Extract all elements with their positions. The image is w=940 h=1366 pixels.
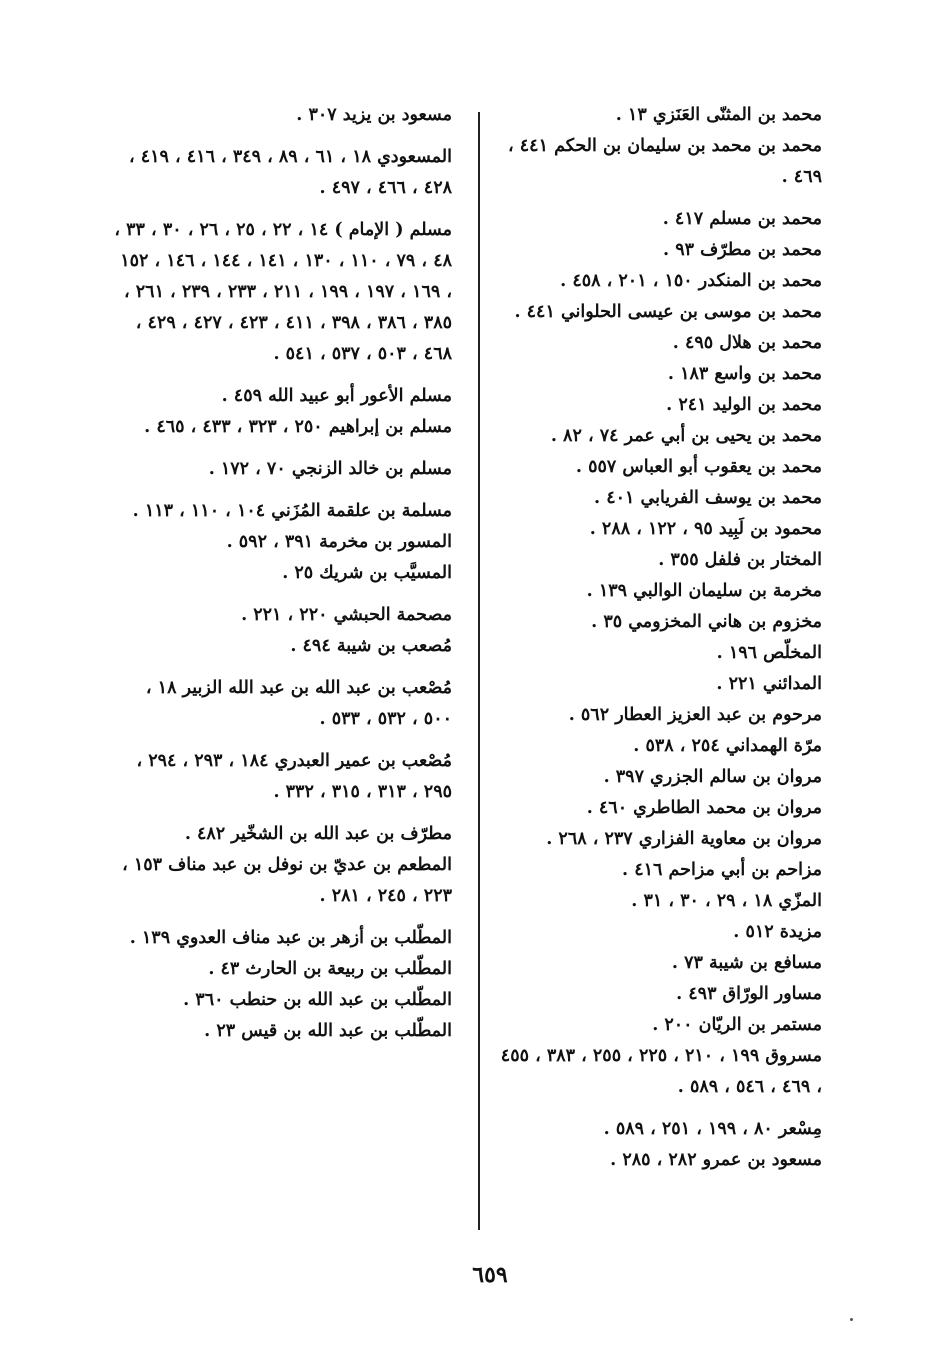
index-entry: مسلم بن إبراهيم ٢٥٠ ، ٣٢٣ ، ٤٣٣ ، ٤٦٥ .: [144, 417, 452, 437]
index-entry: مساور الورّاق ٤٩٣ .: [676, 984, 822, 1004]
index-entry: مُصعب بن شيبة ٤٩٤ .: [290, 636, 452, 656]
index-entry: مزاحم بن أبي مزاحم ٤١٦ .: [622, 860, 822, 880]
index-entry: محمد بن محمد بن سليمان بن الحكم ٤٤١ ، ٤٦٩ .: [508, 136, 822, 187]
index-entry: مرحوم بن عبد العزيز العطار ٥٦٢ .: [568, 705, 822, 725]
index-entry: محمد بن المنكدر ١٥٠ ، ٢٠١ ، ٤٥٨ .: [560, 271, 822, 291]
index-entry: محمد بن هلال ٤٩٥ .: [672, 333, 822, 353]
index-entry: مسلم بن خالد الزنجي ٧٠ ، ١٧٢ .: [208, 459, 452, 479]
index-entry: محمد بن يوسف الفريابي ٤٠١ .: [594, 488, 822, 508]
index-entry: المدائني ٢٢١ .: [716, 674, 822, 694]
column-separator: [478, 112, 480, 1230]
index-entry: مسلم ( الإمام ) ١٤ ، ٢٢ ، ٢٥ ، ٢٦ ، ٣٠ ، ٣٣ ، ٤٨ ، ٧٩ ، ١١٠ ، ١٣٠ ، ١٤١ ، ١٤٤ ، ١٤٦ ، ١٥٢ ، ١٦٩ ، ١٩٧ ، ١٩٩ ، ٢١١ ، ٢٣٣ ، ٢٣٩ ، ٢٦١ ، ٣٨٥ ، ٣٨٦ ، ٣٩٨ ، ٤١١ ، ٤٢٣ ، ٤٢٧ ، ٤٢٩ ، ٤٦٨ ، ٥٠٣ ، ٥٣٧ ، ٥٤١ .: [114, 220, 452, 364]
index-entry: مروان بن سالم الجزري ٣٩٧ .: [603, 767, 822, 787]
index-entry: محمد بن مسلم ٤١٧ .: [662, 209, 822, 229]
index-entry: مسعود بن عمرو ٢٨٢ ، ٢٨٥ .: [610, 1150, 822, 1170]
index-entry: مخزوم بن هاني المخزومي ٣٥ .: [591, 612, 822, 632]
index-entry: مُصْعب بن عمير العبدري ١٨٤ ، ٢٩٣ ، ٢٩٤ ، ٢٩٥ ، ٣١٣ ، ٣١٥ ، ٣٣٢ .: [136, 751, 452, 802]
index-entry: المختار بن فلفل ٣٥٥ .: [658, 550, 822, 570]
index-entry: مزيدة ٥١٢ .: [733, 922, 822, 942]
index-entry: مروان بن معاوية الفزاري ٢٣٧ ، ٢٦٨ .: [546, 829, 822, 849]
index-entry: محمد بن واسع ١٨٣ .: [667, 364, 822, 384]
index-entry: مسافع بن شيبة ٧٣ .: [671, 953, 822, 973]
index-entry: مصحمة الحبشي ٢٢٠ ، ٢٢١ .: [241, 605, 452, 625]
index-entry: محمد بن مطرّف ٩٣ .: [663, 240, 822, 260]
page-number: ٦٥٩: [472, 1262, 508, 1288]
index-entry: المطّلب بن ربيعة بن الحارث ٤٣ .: [208, 959, 452, 979]
index-entry: المطعم بن عديّ بن نوفل بن عبد مناف ١٥٣ ، ٢٢٣ ، ٢٤٥ ، ٢٨١ .: [122, 855, 452, 906]
index-entry: مسلم الأعور أبو عبيد الله ٤٥٩ .: [221, 386, 452, 406]
index-entry: مخرمة بن سليمان الوالبي ١٣٩ .: [586, 581, 822, 601]
index-entry: المطّلب بن عبد الله بن حنطب ٣٦٠ .: [183, 990, 452, 1010]
index-entry: محمد بن يعقوب أبو العباس ٥٥٧ .: [575, 457, 822, 477]
index-entry: مسلمة بن علقمة المُزَني ١٠٤ ، ١١٠ ، ١١٣ .: [132, 501, 452, 521]
index-entry: مسروق ١٩٩ ، ٢١٠ ، ٢٢٥ ، ٢٥٥ ، ٣٨٣ ، ٤٥٥ ، ٤٦٩ ، ٥٤٦ ، ٥٨٩ .: [500, 1046, 822, 1097]
index-entry: محمد بن يحيى بن أبي عمر ٧٤ ، ٨٢ .: [550, 426, 822, 446]
index-entry: مطرّف بن عبد الله بن الشخّير ٤٨٢ .: [184, 824, 452, 844]
scan-speck: [850, 1318, 853, 1321]
index-entry: المسعودي ١٨ ، ٦١ ، ٨٩ ، ٣٤٩ ، ٤١٦ ، ٤١٩ ، ٤٢٨ ، ٤٦٦ ، ٤٩٧ .: [128, 147, 452, 198]
index-entry: مُصْعب بن عبد الله بن عبد الله الزبير ١٨ ، ٥٠٠ ، ٥٣٢ ، ٥٣٣ .: [145, 678, 452, 729]
index-entry: مِسْعر ٨٠ ، ١٩٩ ، ٢٥١ ، ٥٨٩ .: [603, 1119, 822, 1139]
index-entry: محمود بن لَبِيد ٩٥ ، ١٢٢ ، ٢٨٨ .: [589, 519, 822, 539]
index-column-right: [492, 100, 822, 1176]
index-column-left: [112, 100, 452, 1047]
index-entry: المخلّص ١٩٦ .: [716, 643, 822, 663]
index-entry: المزّي ١٨ ، ٢٩ ، ٣٠ ، ٣١ .: [631, 891, 822, 911]
index-entry: المسيَّب بن شريك ٢٥ .: [282, 563, 452, 583]
index-entry: المطّلب بن أزهر بن عبد مناف العدوي ١٣٩ .: [129, 928, 452, 948]
index-entry: المسور بن مخرمة ٣٩١ ، ٥٩٢ .: [226, 532, 452, 552]
index-entry: محمد بن المثنّى العَنَزي ١٣ .: [615, 105, 822, 125]
index-entry: محمد بن موسى بن عيسى الحلواني ٤٤١ .: [514, 302, 822, 322]
index-entry: مسعود بن يزيد ٣٠٧ .: [296, 105, 452, 125]
index-entry: مروان بن محمد الطاطري ٤٦٠ .: [586, 798, 822, 818]
index-entry: مستمر بن الريّان ٢٠٠ .: [652, 1015, 822, 1035]
index-entry: محمد بن الوليد ٢٤١ .: [666, 395, 822, 415]
index-entry: مرّة الهمداني ٢٥٤ ، ٥٣٨ .: [633, 736, 822, 756]
index-entry: المطّلب بن عبد الله بن قيس ٢٣ .: [204, 1021, 452, 1041]
